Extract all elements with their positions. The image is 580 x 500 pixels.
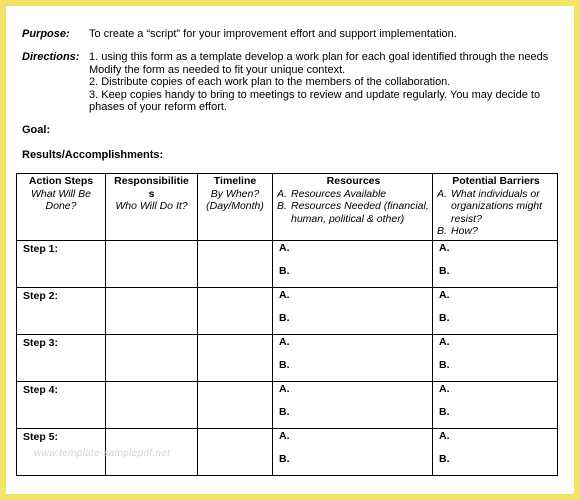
responsibility-cell[interactable] (106, 334, 198, 381)
resources-cell[interactable]: A. B. (273, 240, 433, 287)
timeline-cell[interactable] (198, 334, 273, 381)
table-row (17, 334, 558, 381)
directions-line-2: Modify the form as needed to fit your unique context. (89, 63, 346, 76)
header-responsibilities: Responsibilitie s Who Will Do It? (106, 174, 198, 241)
directions-line-4: 3. Keep copies handy to bring to meetings to review and update regularly. You may decide to (89, 88, 541, 101)
purpose-label: Purpose: (22, 28, 70, 40)
step-cell: Step 3: (17, 334, 106, 381)
timeline-cell[interactable] (198, 381, 273, 428)
purpose-text: To create a “script” for your improvement effort and support implementation. (89, 28, 457, 40)
watermark-text: www.template-samplepdf.net (34, 448, 171, 459)
barriers-cell[interactable]: A. B. (433, 428, 558, 475)
barriers-cell[interactable]: A. B. (433, 287, 558, 334)
header-resources: Resources A. Resources Available B. Resources Needed (financial, human, political & other) (273, 174, 433, 241)
resources-cell[interactable]: A. B. (273, 334, 433, 381)
directions-label: Directions: (22, 51, 80, 63)
directions-line-5: phases of your reform effort. (89, 101, 227, 113)
work-plan-table (16, 173, 558, 476)
results-label: Results/Accomplishments: (22, 149, 164, 161)
barriers-cell[interactable]: A. B. (433, 334, 558, 381)
step-cell: Step 4: (17, 381, 106, 428)
resources-cell[interactable]: A. B. (273, 381, 433, 428)
timeline-cell[interactable] (198, 428, 273, 475)
step-cell: Step 2: (17, 287, 106, 334)
directions-line-3: 2. Distribute copies of each work plan to the members of the collaboration. (89, 76, 451, 88)
directions-line-1: 1. using this form as a template develop a work plan for each goal identified through the needs (89, 51, 549, 63)
step-cell: Step 1: (17, 240, 106, 287)
table-row (17, 240, 558, 287)
responsibility-cell[interactable] (106, 381, 198, 428)
goal-label: Goal: (22, 124, 51, 136)
barriers-cell[interactable]: A. B. (433, 381, 558, 428)
table-row (17, 381, 558, 428)
responsibility-cell[interactable] (106, 240, 198, 287)
step-cell: Step 5: (17, 428, 106, 475)
header-timeline: Timeline By When? (Day/Month) (198, 174, 273, 241)
responsibility-cell[interactable] (106, 287, 198, 334)
barriers-cell[interactable]: A. B. (433, 240, 558, 287)
timeline-cell[interactable] (198, 287, 273, 334)
timeline-cell[interactable] (198, 240, 273, 287)
resources-cell[interactable]: A. B. (273, 287, 433, 334)
table-header-row (17, 174, 558, 241)
header-action-steps: Action Steps What Will Be Done? (17, 174, 106, 241)
header-potential-barriers: Potential Barriers A. What individuals or organizations might resist? B. How? (433, 174, 558, 241)
table-row (17, 287, 558, 334)
resources-cell[interactable]: A. B. (273, 428, 433, 475)
